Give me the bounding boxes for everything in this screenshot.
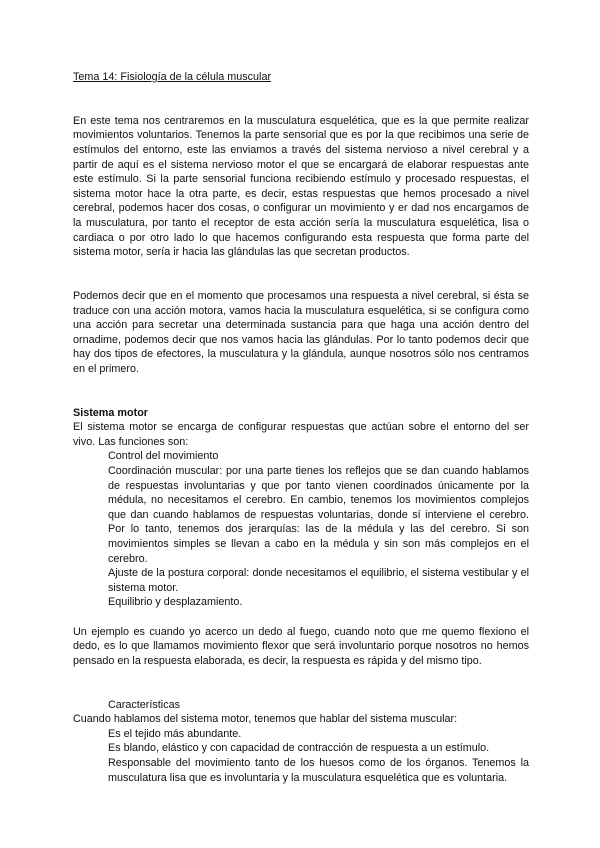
list-item: Es blando, elástico y con capacidad de contracción de respuesta a un estímulo.: [108, 742, 490, 755]
section-heading-characteristics: Características: [108, 698, 180, 711]
list-item: Coordinación muscular: por una parte tienes los reflejos que se dan cuando hablamos de respuestas involuntarias y que por tanto vienen coordinados únicamente por la médula, no necesitamos el cerebro. En cambio, tenemos los movimientos complejos que dan cuando hablamos de respuestas voluntarias, donde sí interviene el cerebro. Por lo tanto, tenemos dos jerarquías: las de la médula y las del cerebro. Si son movimientos simples se llevan a cabo en la médula y sin son más complejos en el cerebro.: [108, 465, 529, 565]
paragraph-effectors: Podemos decir que en el momento que procesamos una respuesta a nivel cerebral, si ésta se traduce con una acción motora, vamos hacia la musculatura esquelética, si se configura como una acción para secretar una determinada sustancia para que haga una acción dentro del ornadime, podemos decir que nos vamos hacia las glándulas. Por lo tanto podemos decir que hay dos tipos de efectores, la musculatura y la glándula, aunque nosotros sólo nos centramos en el primero.: [73, 289, 529, 375]
section-intro: Cuando hablamos del sistema motor, tenemos que hablar del sistema muscular:: [73, 713, 458, 726]
document-title: Tema 14: Fisiología de la célula muscular: [73, 71, 272, 83]
paragraph-example: Un ejemplo es cuando yo acerco un dedo al fuego, cuando noto que me quemo flexiono el dedo, es lo que llamamos movimiento flexor que será involuntario porque nosotros no hemos pensado en la respuesta elaborada, es decir, la respuesta es rápida y del mismo tipo.: [73, 625, 529, 667]
section-heading-motor-system: Sistema motor: [73, 406, 148, 419]
list-item: Equilibrio y desplazamiento.: [108, 596, 243, 609]
list-item: Es el tejido más abundante.: [108, 727, 242, 740]
list-item: Control del movimiento: [108, 450, 219, 463]
section-intro: El sistema motor se encarga de configurar respuestas que actúan sobre el entorno del ser vivo. Las funciones son:: [73, 421, 529, 448]
paragraph-intro: En este tema nos centraremos en la musculatura esquelética, que es la que permite realizar movimientos voluntarios. Tenemos la parte sensorial que es por la que recibimos una serie de estímulos del entorno, este las enviamos a través del sistema nervioso a nivel cerebral y a partir de aquí es el sistema nervioso motor el que se encargará de elaborar respuestas ante este estímulo. Si la parte sensorial funciona recibiendo estímulo y procesado respuestas, el sistema motor hace la otra parte, es decir, estas respuestas que hemos procesado a nivel cerebral, podemos hacer dos cosas, o configurar un movimiento y er dad nos encargamos de la musculatura, por tanto el receptor de esta acción sería la musculatura esquelética, lisa o cardiaca o por otro lado lo que hacemos configurando esta respuesta que forma parte del sistema motor, sería ir hacia las glándulas las que secretan productos.: [73, 114, 529, 259]
list-item: Responsable del movimiento tanto de los huesos como de los órganos. Tenemos la musculatura lisa que es involuntaria y la musculatura esquelética que es voluntaria.: [108, 756, 529, 784]
document-page: [73, 70, 529, 785]
list-item: Ajuste de la postura corporal: donde necesitamos el equilibrio, el sistema vestibular y el sistema motor.: [108, 567, 529, 594]
